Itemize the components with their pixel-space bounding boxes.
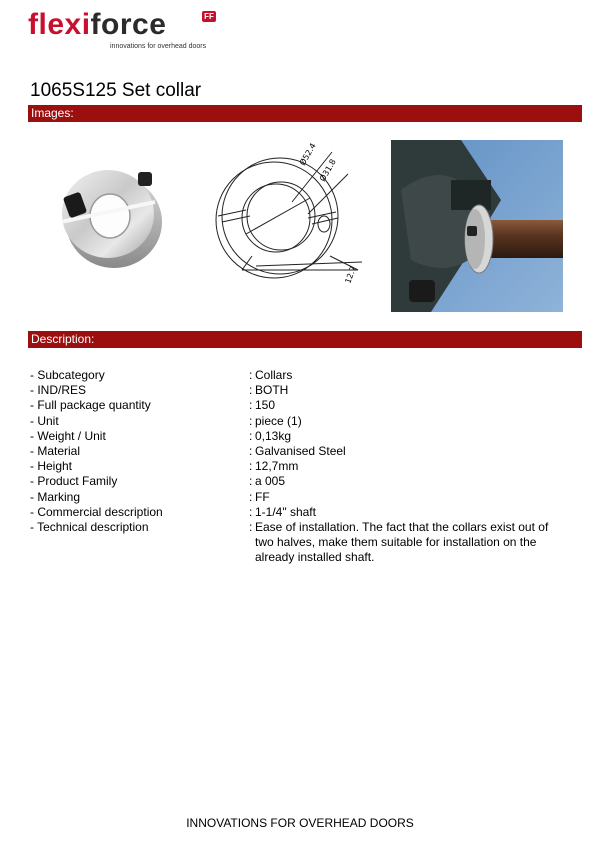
spec-label: - Subcategory	[30, 368, 105, 382]
spec-label: - Commercial description	[30, 504, 163, 519]
spec-value: BOTH	[255, 383, 289, 398]
spec-value: Ease of installation. The fact that the collars exist out of two halves, make them suitable for installation on the already installed shaft.	[255, 520, 549, 565]
spec-value: Galvanised Steel	[255, 444, 346, 459]
spec-value: piece (1)	[255, 413, 302, 428]
spec-row: - Height : 12,7mm	[30, 459, 580, 474]
spec-label: - Unit	[30, 413, 59, 428]
spec-value: 12,7mm	[255, 459, 299, 474]
brand-logo	[28, 8, 228, 54]
spec-row: - Technical description : Ease of installation. The fact that the collars exist out of two halves, make them suitable for installation on the already installed shaft.	[30, 520, 580, 566]
images-section-header: Images:	[28, 105, 582, 122]
spec-label: - Marking	[30, 489, 81, 504]
page-footer: INNOVATIONS FOR OVERHEAD DOORS	[186, 816, 414, 830]
spec-row: - Material : Galvanised Steel	[30, 444, 580, 459]
spec-value: 150	[255, 398, 276, 413]
dimension-inner: Ø31.8	[317, 157, 338, 183]
description-section-header: Description:	[28, 331, 582, 348]
spec-value: FF	[255, 489, 270, 504]
spec-value: 0,13kg	[255, 428, 292, 443]
brand-name-red: flexi	[28, 8, 91, 41]
spec-label: - Technical description	[30, 520, 149, 535]
spec-row: - Unit : piece (1)	[30, 414, 580, 429]
spec-row: - Product Family : a 005	[30, 474, 580, 489]
brand-name-dark: force	[90, 8, 167, 41]
spec-value: a 005	[255, 474, 286, 489]
spec-value: Collars	[255, 368, 293, 382]
spec-value: 1-1/4" shaft	[255, 504, 316, 519]
dimension-height: 12.7	[343, 264, 358, 285]
installed-collar-photo	[391, 140, 563, 312]
spec-row: - Weight / Unit : 0,13kg	[30, 429, 580, 444]
spec-label: - Weight / Unit	[30, 428, 106, 443]
spec-label: - Full package quantity	[30, 398, 151, 413]
technical-drawing	[212, 138, 382, 288]
brand-tagline: innovations for overhead doors	[110, 43, 207, 50]
spec-label: - IND/RES	[30, 383, 87, 398]
brand-badge: FF	[202, 11, 216, 22]
dimension-outer: Ø52.4	[297, 141, 318, 167]
spec-row: - Marking : FF	[30, 490, 580, 505]
spec-row: - Full package quantity : 150	[30, 398, 580, 413]
product-title: 1065S125 Set collar	[30, 80, 202, 101]
spec-label: - Product Family	[30, 474, 118, 489]
brand-wordmark	[28, 8, 166, 42]
product-photo	[52, 150, 168, 278]
set-collar-photo	[52, 150, 168, 278]
spec-row: - Commercial description : 1-1/4" shaft	[30, 505, 580, 520]
collar-drawing	[212, 138, 382, 288]
spec-label: - Height	[30, 459, 73, 474]
installation-photo	[391, 140, 563, 312]
spec-label: - Material	[30, 444, 81, 459]
spec-list	[30, 368, 580, 566]
spec-row: - IND/RES : BOTH	[30, 383, 580, 398]
spec-row: - Subcategory : Collars	[30, 368, 580, 383]
